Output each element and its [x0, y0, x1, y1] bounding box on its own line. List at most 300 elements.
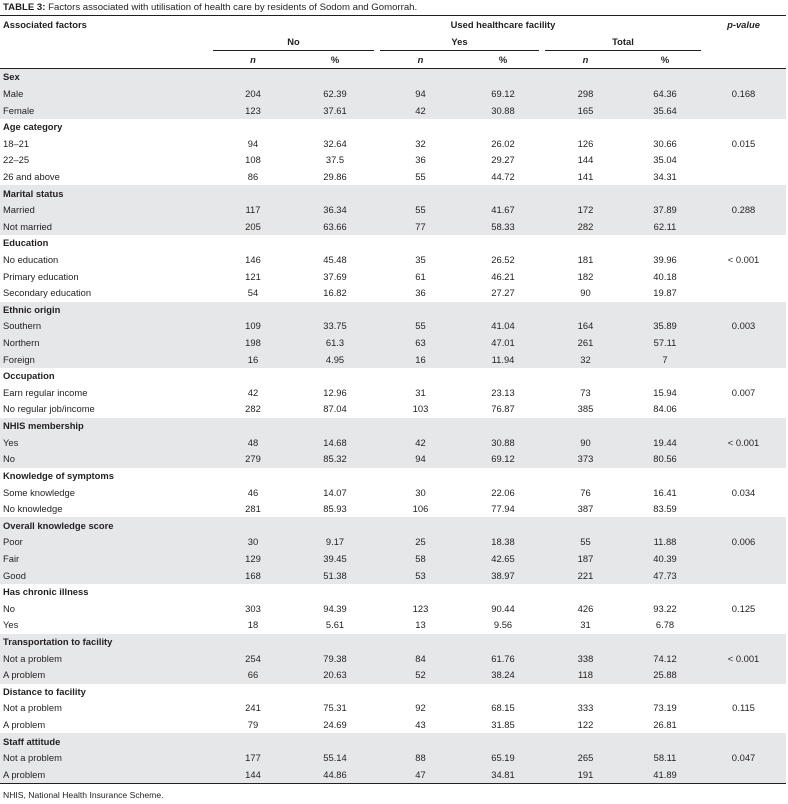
- cell-p-value: [701, 767, 786, 784]
- table-caption-text: Factors associated with utilisation of health care by residents of Sodom and Gomorrah.: [48, 2, 418, 13]
- group-header-row: [0, 302, 786, 319]
- cell-total-pct: 34.31: [653, 170, 677, 182]
- cell-total-pct: 19.87: [653, 287, 677, 299]
- row-label: Fair: [0, 551, 213, 568]
- cell-p-value: [701, 268, 786, 285]
- cell-p-value: [701, 401, 786, 418]
- row-label: No: [0, 451, 213, 468]
- cell-no-pct: 85.32: [293, 451, 377, 468]
- table-row: [0, 700, 786, 717]
- cell-no-n: 168: [213, 567, 293, 584]
- group-title: Staff attitude: [0, 733, 213, 750]
- cell-yes-pct: 77.94: [491, 503, 515, 515]
- cell-yes-pct: 69.12: [464, 86, 542, 103]
- cell-total-n: 181: [577, 254, 594, 265]
- factors-table: [0, 15, 786, 784]
- cell-total-n: 118: [542, 667, 629, 684]
- row-label: Earn regular income: [3, 386, 88, 398]
- group-title: Overall knowledge score: [0, 517, 213, 534]
- cell-no-pct: 62.39: [293, 86, 377, 103]
- cell-no-n: 30: [213, 534, 293, 551]
- row-label: A problem: [0, 767, 213, 784]
- cell-p-value: 0.034: [731, 486, 756, 498]
- cell-p-value: [701, 617, 786, 634]
- cell-no-pct: 37.61: [293, 102, 377, 119]
- cell-total-n: 261: [542, 335, 629, 352]
- cell-yes-pct: 22.06: [491, 486, 515, 498]
- table-row: [0, 102, 786, 119]
- header-yes: Yes: [377, 33, 542, 51]
- cell-no-n: 279: [213, 451, 293, 468]
- row-label: Secondary education: [3, 287, 92, 299]
- cell-no-pct: 55.14: [293, 750, 377, 767]
- cell-no-n: 198: [213, 335, 293, 352]
- cell-yes-pct: 18.38: [464, 534, 542, 551]
- cell-no-n: 42: [247, 386, 259, 398]
- group-header-row: [0, 235, 786, 252]
- cell-no-n: 48: [213, 434, 293, 451]
- cell-no-pct: 29.86: [323, 170, 347, 182]
- cell-no-pct: 16.82: [323, 287, 347, 299]
- cell-yes-pct: 38.97: [464, 567, 542, 584]
- cell-no-pct: 37.5: [325, 154, 345, 166]
- cell-total-n: 387: [577, 503, 594, 515]
- cell-no-n: 282: [245, 403, 261, 415]
- cell-yes-n: 32: [415, 137, 426, 149]
- cell-yes-n: 16: [377, 351, 464, 368]
- cell-no-pct: 14.07: [323, 486, 347, 498]
- cell-no-pct: 61.3: [293, 335, 377, 352]
- table-row: [0, 717, 786, 734]
- cell-no-n: 205: [213, 218, 293, 235]
- group-title: Marital status: [0, 185, 213, 202]
- cell-yes-pct: 38.24: [464, 667, 542, 684]
- cell-total-n: 165: [542, 102, 629, 119]
- cell-p-value: [701, 218, 786, 235]
- cell-yes-pct: 34.81: [464, 767, 542, 784]
- cell-total-pct: 26.81: [653, 719, 677, 731]
- header-total-n: n: [542, 51, 629, 69]
- cell-total-pct: 35.04: [653, 154, 677, 166]
- row-label: No regular job/income: [3, 403, 95, 415]
- cell-p-value: 0.288: [701, 202, 786, 219]
- cell-yes-pct: 30.88: [464, 434, 542, 451]
- cell-total-pct: 84.06: [653, 403, 677, 415]
- header-row-3: [0, 51, 786, 69]
- table-row: [0, 86, 786, 103]
- cell-total-n: 265: [542, 750, 629, 767]
- cell-p-value: [701, 285, 786, 302]
- table-row: [0, 152, 786, 169]
- cell-p-value: [701, 102, 786, 119]
- header-used-facility: Used healthcare facility: [377, 16, 629, 34]
- cell-total-n: 90: [580, 287, 591, 299]
- cell-yes-n: 58: [377, 551, 464, 568]
- table-row: [0, 650, 786, 667]
- cell-no-pct: 36.34: [293, 202, 377, 219]
- cell-p-value: [701, 551, 786, 568]
- group-header-row: [0, 733, 786, 750]
- row-label: Southern: [0, 318, 213, 335]
- cell-total-n: 187: [542, 551, 629, 568]
- cell-total-pct: 93.22: [653, 602, 677, 614]
- cell-total-pct: 40.18: [653, 270, 677, 282]
- cell-yes-pct: 58.33: [464, 218, 542, 235]
- cell-yes-pct: 68.15: [491, 702, 515, 714]
- cell-total-pct: 19.44: [629, 434, 701, 451]
- cell-yes-n: 43: [415, 719, 426, 731]
- table-row: [0, 335, 786, 352]
- cell-no-n: 46: [247, 486, 259, 498]
- row-label: Female: [0, 102, 213, 119]
- cell-yes-pct: 69.12: [464, 451, 542, 468]
- table-row: [0, 351, 786, 368]
- group-header-row: [0, 119, 786, 136]
- cell-no-pct: 45.48: [323, 254, 347, 265]
- cell-total-pct: 58.11: [629, 750, 701, 767]
- cell-yes-n: 94: [377, 86, 464, 103]
- table-caption: [3, 1, 785, 15]
- row-label: A problem: [3, 719, 46, 731]
- group-header-row: [0, 368, 786, 385]
- cell-total-pct: 39.96: [653, 254, 677, 265]
- cell-no-pct: 79.38: [293, 650, 377, 667]
- cell-yes-pct: 41.67: [464, 202, 542, 219]
- cell-no-pct: 4.95: [293, 351, 377, 368]
- cell-p-value: [701, 717, 786, 734]
- cell-p-value: < 0.001: [727, 254, 760, 265]
- table-row: [0, 617, 786, 634]
- cell-no-pct: 20.63: [293, 667, 377, 684]
- cell-yes-n: 84: [377, 650, 464, 667]
- cell-total-n: 426: [577, 602, 594, 614]
- cell-total-n: 333: [577, 702, 594, 714]
- row-label: Northern: [0, 335, 213, 352]
- group-title: Knowledge of symptoms: [3, 469, 114, 481]
- cell-total-n: 172: [542, 202, 629, 219]
- cell-yes-pct: 65.19: [464, 750, 542, 767]
- cell-yes-n: 13: [415, 619, 426, 631]
- table-row: [0, 667, 786, 684]
- cell-no-n: 204: [213, 86, 293, 103]
- cell-p-value: < 0.001: [701, 650, 786, 667]
- cell-yes-n: 92: [415, 702, 426, 714]
- cell-p-value: [701, 567, 786, 584]
- cell-total-pct: 30.66: [653, 137, 677, 149]
- cell-yes-n: 42: [377, 102, 464, 119]
- cell-p-value: [701, 501, 786, 518]
- cell-yes-pct: 27.27: [491, 287, 515, 299]
- cell-total-pct: 16.41: [653, 486, 677, 498]
- cell-no-pct: 94.39: [323, 602, 347, 614]
- cell-total-pct: 40.39: [629, 551, 701, 568]
- row-label: 26 and above: [3, 170, 60, 182]
- table-row: [0, 268, 786, 285]
- cell-no-n: 117: [213, 202, 293, 219]
- table-number: TABLE 3:: [3, 2, 46, 13]
- group-header-row: [0, 634, 786, 651]
- cell-yes-pct: 46.21: [491, 270, 515, 282]
- group-header-row: [0, 418, 786, 435]
- cell-p-value: 0.115: [732, 702, 755, 714]
- header-no-pct: %: [293, 51, 377, 69]
- cell-no-pct: 9.17: [293, 534, 377, 551]
- row-label: No knowledge: [3, 503, 63, 515]
- cell-p-value: 0.047: [701, 750, 786, 767]
- cell-no-pct: 63.66: [293, 218, 377, 235]
- cell-total-pct: 41.89: [629, 767, 701, 784]
- cell-no-n: 18: [247, 619, 259, 631]
- header-no: No: [213, 33, 377, 51]
- group-title: Ethnic origin: [0, 302, 213, 319]
- cell-total-n: 141: [577, 170, 594, 182]
- cell-total-pct: 25.88: [629, 667, 701, 684]
- table-row: [0, 434, 786, 451]
- cell-no-pct: 44.86: [293, 767, 377, 784]
- row-label: Married: [0, 202, 213, 219]
- cell-no-pct: 39.45: [293, 551, 377, 568]
- cell-total-pct: 73.19: [653, 702, 677, 714]
- cell-no-pct: 51.38: [293, 567, 377, 584]
- cell-no-n: 94: [247, 137, 259, 149]
- cell-no-n: 303: [245, 602, 261, 614]
- cell-yes-n: 52: [377, 667, 464, 684]
- cell-total-n: 55: [542, 534, 629, 551]
- cell-total-pct: 64.36: [629, 86, 701, 103]
- row-label: Primary education: [3, 270, 79, 282]
- table-row: [0, 385, 786, 402]
- group-header-row: [0, 69, 786, 86]
- table-row: [0, 202, 786, 219]
- cell-total-n: 191: [542, 767, 629, 784]
- cell-total-n: 76: [580, 486, 591, 498]
- row-label: Yes: [3, 619, 19, 631]
- cell-total-pct: 35.89: [629, 318, 701, 335]
- cell-yes-pct: 9.56: [493, 619, 513, 631]
- cell-yes-n: 63: [377, 335, 464, 352]
- cell-yes-pct: 29.27: [491, 154, 515, 166]
- cell-total-pct: 62.11: [629, 218, 701, 235]
- cell-yes-n: 31: [415, 386, 426, 398]
- cell-yes-pct: 26.02: [491, 137, 515, 149]
- cell-yes-n: 55: [377, 318, 464, 335]
- group-title: Transportation to facility: [0, 634, 213, 651]
- cell-yes-pct: 47.01: [464, 335, 542, 352]
- table-row: [0, 750, 786, 767]
- cell-total-n: 31: [580, 619, 591, 631]
- cell-total-n: 126: [577, 137, 594, 149]
- cell-yes-pct: 61.76: [464, 650, 542, 667]
- header-no-n: n: [213, 51, 293, 69]
- cell-yes-n: 55: [377, 202, 464, 219]
- cell-yes-n: 103: [412, 403, 429, 415]
- row-label: Poor: [0, 534, 213, 551]
- cell-no-n: 16: [213, 351, 293, 368]
- cell-total-pct: 57.11: [629, 335, 701, 352]
- cell-no-pct: 37.69: [323, 270, 347, 282]
- cell-total-pct: 6.78: [655, 619, 675, 631]
- header-total-pct: %: [629, 51, 701, 69]
- cell-no-pct: 75.31: [323, 702, 347, 714]
- cell-no-n: 144: [213, 767, 293, 784]
- table-row: [0, 601, 786, 618]
- cell-no-pct: 33.75: [293, 318, 377, 335]
- cell-p-value: [701, 451, 786, 468]
- group-header-row: [0, 584, 786, 601]
- cell-total-n: 338: [542, 650, 629, 667]
- cell-yes-pct: 31.85: [491, 719, 515, 731]
- cell-yes-pct: 76.87: [491, 403, 515, 415]
- header-associated-factors: Associated factors: [0, 16, 213, 34]
- cell-yes-n: 77: [377, 218, 464, 235]
- cell-total-n: 221: [542, 567, 629, 584]
- cell-p-value: 0.125: [731, 602, 756, 614]
- cell-p-value: [701, 152, 786, 169]
- cell-no-n: 108: [245, 154, 261, 166]
- cell-total-pct: 35.64: [629, 102, 701, 119]
- row-label: No education: [3, 254, 59, 265]
- table-row: [0, 285, 786, 302]
- group-header-row: [0, 468, 786, 485]
- table-row: [0, 451, 786, 468]
- cell-no-pct: 85.93: [323, 503, 347, 515]
- cell-yes-pct: 11.94: [464, 351, 542, 368]
- cell-no-n: 121: [245, 270, 261, 282]
- cell-p-value: 0.015: [731, 137, 756, 149]
- row-label: 18–21: [3, 137, 30, 149]
- cell-yes-pct: 42.65: [464, 551, 542, 568]
- row-label: Not a problem: [0, 750, 213, 767]
- cell-yes-n: 53: [377, 567, 464, 584]
- cell-total-pct: 80.56: [629, 451, 701, 468]
- cell-total-n: 73: [580, 386, 591, 398]
- cell-yes-n: 42: [377, 434, 464, 451]
- table-row: [0, 218, 786, 235]
- group-title: Distance to facility: [3, 685, 86, 697]
- cell-yes-n: 123: [412, 602, 429, 614]
- group-header-row: [0, 517, 786, 534]
- cell-p-value: 0.007: [731, 386, 756, 398]
- row-label: Yes: [0, 434, 213, 451]
- cell-p-value: [701, 335, 786, 352]
- header-yes-pct: %: [464, 51, 542, 69]
- table-row: [0, 169, 786, 186]
- cell-no-n: 241: [245, 702, 261, 714]
- group-title: Age category: [3, 121, 63, 133]
- cell-no-n: 79: [247, 719, 259, 731]
- cell-total-n: 298: [542, 86, 629, 103]
- cell-total-n: 90: [542, 434, 629, 451]
- cell-yes-n: 61: [415, 270, 426, 282]
- cell-yes-n: 30: [415, 486, 426, 498]
- cell-p-value: < 0.001: [701, 434, 786, 451]
- cell-yes-n: 94: [377, 451, 464, 468]
- row-label: Foreign: [0, 351, 213, 368]
- header-yes-n: n: [377, 51, 464, 69]
- cell-total-n: 122: [577, 719, 594, 731]
- cell-yes-pct: 41.04: [464, 318, 542, 335]
- table-row: [0, 567, 786, 584]
- cell-yes-pct: 30.88: [464, 102, 542, 119]
- table-footnote: NHIS, National Health Insurance Scheme.: [3, 790, 164, 800]
- row-label: Good: [0, 567, 213, 584]
- cell-yes-n: 88: [377, 750, 464, 767]
- cell-yes-n: 55: [415, 170, 426, 182]
- group-title: NHIS membership: [0, 418, 213, 435]
- cell-p-value: 0.006: [701, 534, 786, 551]
- row-label: Not a problem: [0, 650, 213, 667]
- cell-total-pct: 74.12: [629, 650, 701, 667]
- cell-total-n: 144: [577, 154, 594, 166]
- cell-no-n: 146: [245, 254, 261, 265]
- table-row: [0, 401, 786, 418]
- header-row-1: [0, 16, 786, 34]
- table-row: [0, 551, 786, 568]
- cell-yes-n: 47: [377, 767, 464, 784]
- row-label: Not married: [0, 218, 213, 235]
- group-header-row: [0, 684, 786, 701]
- cell-no-n: 177: [213, 750, 293, 767]
- cell-total-pct: 15.94: [653, 386, 677, 398]
- cell-total-pct: 83.59: [653, 503, 677, 515]
- cell-no-pct: 5.61: [325, 619, 345, 631]
- cell-total-n: 385: [577, 403, 594, 415]
- cell-p-value: 0.003: [701, 318, 786, 335]
- cell-no-pct: 14.68: [293, 434, 377, 451]
- header-row-2: [0, 33, 786, 51]
- cell-no-n: 123: [213, 102, 293, 119]
- cell-p-value: [701, 351, 786, 368]
- header-p-value: p-value: [701, 16, 786, 34]
- cell-no-pct: 24.69: [323, 719, 347, 731]
- cell-yes-pct: 26.52: [491, 254, 515, 265]
- cell-total-n: 373: [542, 451, 629, 468]
- group-title: Education: [3, 237, 49, 249]
- cell-total-n: 32: [542, 351, 629, 368]
- cell-no-n: 66: [213, 667, 293, 684]
- cell-no-n: 54: [247, 287, 259, 299]
- cell-total-pct: 7: [629, 351, 701, 368]
- cell-total-n: 164: [542, 318, 629, 335]
- row-label: Some knowledge: [3, 486, 75, 498]
- cell-yes-pct: 44.72: [491, 170, 515, 182]
- table-row: [0, 534, 786, 551]
- cell-total-pct: 47.73: [629, 567, 701, 584]
- table-row: [0, 501, 786, 518]
- table-row: [0, 318, 786, 335]
- table-row: [0, 135, 786, 152]
- cell-yes-pct: 23.13: [491, 386, 515, 398]
- cell-total-pct: 11.88: [629, 534, 701, 551]
- group-title: Sex: [0, 69, 213, 86]
- row-label: No: [3, 602, 15, 614]
- cell-no-n: 129: [213, 551, 293, 568]
- cell-no-pct: 32.64: [323, 137, 347, 149]
- cell-yes-pct: 90.44: [491, 602, 515, 614]
- cell-total-n: 282: [542, 218, 629, 235]
- group-title: Has chronic illness: [3, 586, 89, 598]
- row-label: 22–25: [3, 154, 30, 166]
- group-title: Occupation: [3, 370, 55, 382]
- cell-total-pct: 37.89: [629, 202, 701, 219]
- cell-yes-n: 36: [415, 154, 426, 166]
- header-total: Total: [542, 33, 701, 51]
- cell-no-n: 86: [247, 170, 259, 182]
- row-label: Not a problem: [3, 702, 62, 714]
- cell-no-n: 254: [213, 650, 293, 667]
- cell-p-value: 0.168: [701, 86, 786, 103]
- cell-no-n: 281: [245, 503, 261, 515]
